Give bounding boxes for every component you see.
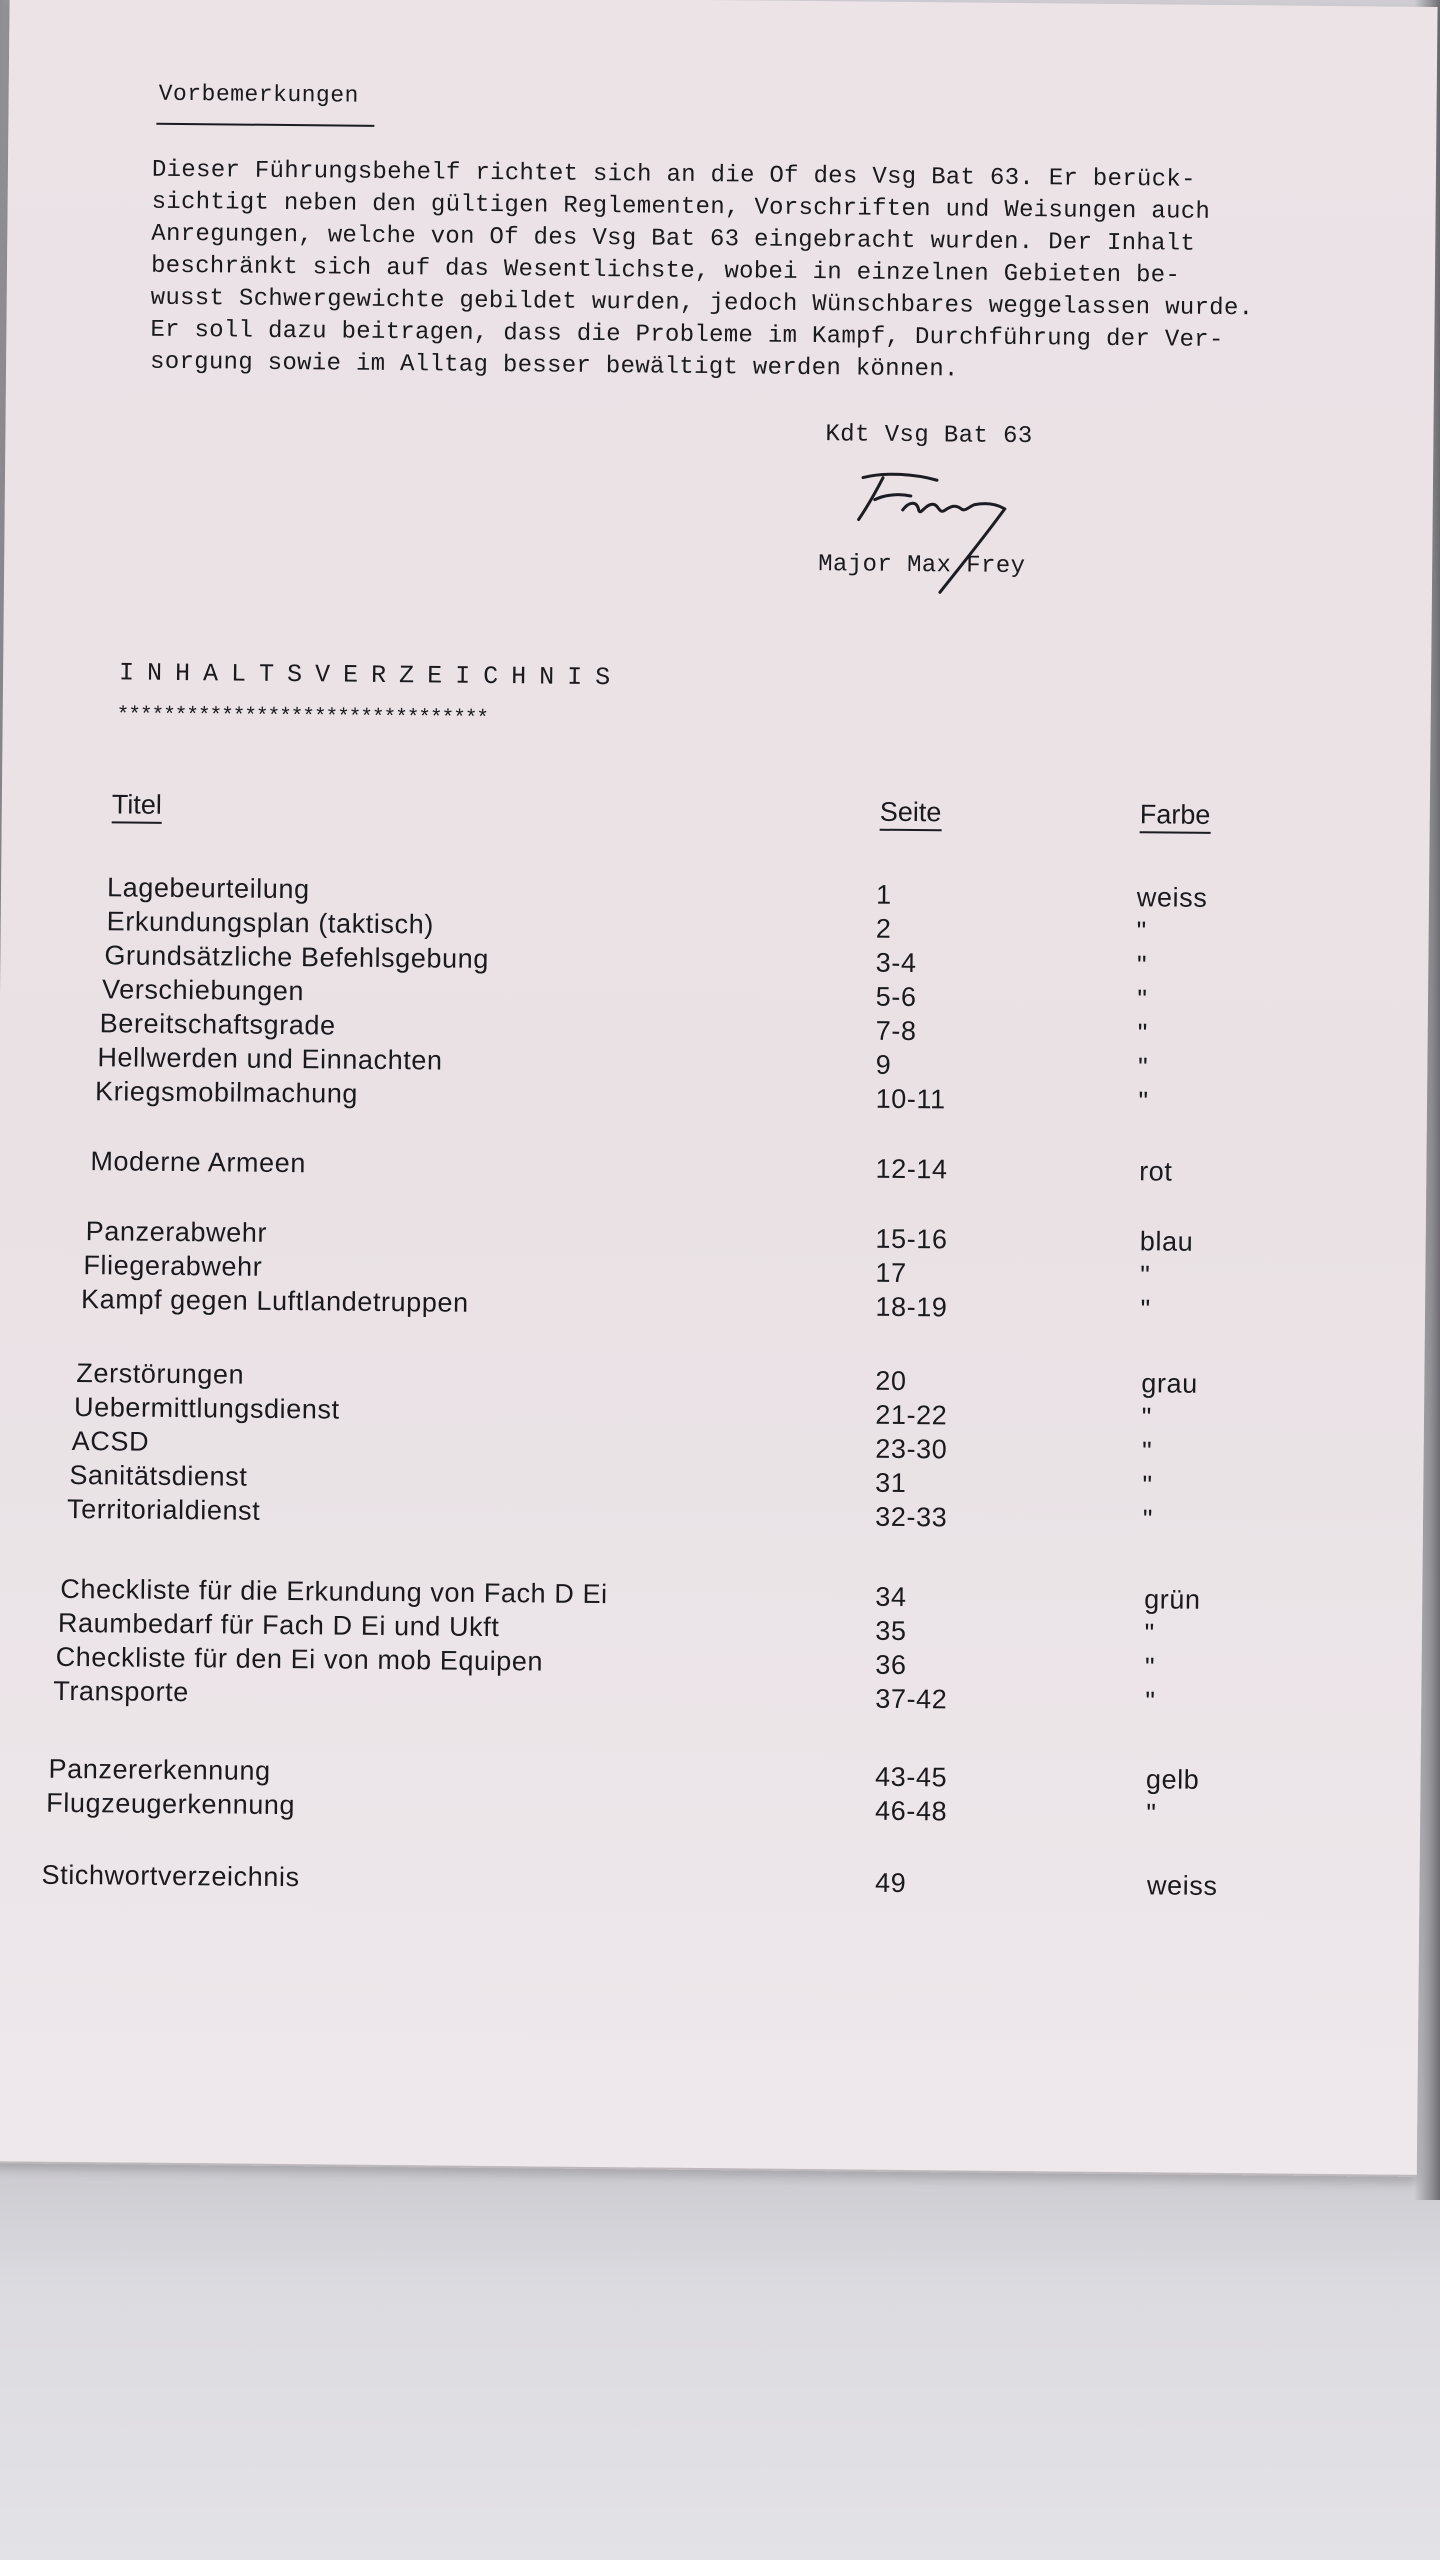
toc-entry-page: 46-48	[874, 1795, 948, 1827]
table-surface	[0, 2140, 1440, 2560]
toc-entry-color: gelb	[1145, 1764, 1200, 1795]
toc-entry-page: 17	[875, 1257, 907, 1288]
toc-entry-color: "	[1136, 916, 1147, 947]
toc-entry-color: "	[1140, 1260, 1151, 1291]
toc-entry-title: Checkliste für die Erkundung von Fach D Ei	[60, 1573, 608, 1610]
toc-entry-page: 23-30	[875, 1433, 948, 1465]
toc-entry-page: 43-45	[875, 1761, 948, 1793]
toc-entry-color: weiss	[1146, 1870, 1218, 1902]
toc-entry-color: weiss	[1136, 882, 1208, 913]
toc-entry-page: 12-14	[875, 1153, 948, 1185]
toc-entry-color: grau	[1141, 1368, 1198, 1399]
toc-entry-color: "	[1146, 1798, 1157, 1829]
toc-entry-color: "	[1145, 1686, 1156, 1717]
column-header-page: Seite	[880, 797, 942, 832]
toc-entry-title: Panzererkennung	[48, 1753, 271, 1786]
toc-entry-color: "	[1137, 1018, 1149, 1049]
toc-entry-title: ACSD	[71, 1425, 150, 1457]
column-header-color: Farbe	[1140, 799, 1211, 834]
toc-entry-title: Sanitätsdienst	[69, 1459, 248, 1492]
toc-entry-color: blau	[1139, 1226, 1194, 1257]
toc-entry-page: 36	[875, 1649, 907, 1681]
signer-title: Kdt Vsg Bat 63	[825, 421, 1033, 451]
toc-entry-page: 15-16	[875, 1223, 948, 1255]
toc-entry-color: "	[1141, 1402, 1153, 1433]
toc-entry-page: 5-6	[875, 981, 917, 1013]
toc-entry-title: Fliegerabwehr	[83, 1250, 263, 1282]
preface-line: sorgung sowie im Alltag besser bewältigt werden können.	[149, 348, 959, 384]
toc-entry-page: 2	[875, 913, 892, 944]
column-header-title: Titel	[112, 789, 162, 823]
toc-entry-page: 7-8	[875, 1015, 917, 1047]
toc-entry-title: Lagebeurteilung	[106, 872, 310, 905]
toc-entry-color: grün	[1144, 1584, 1201, 1615]
toc-entry-title: Panzerabwehr	[85, 1216, 268, 1248]
toc-entry-page: 20	[875, 1365, 907, 1396]
toc-entry-page: 31	[875, 1467, 907, 1499]
signer-name: Major Max Frey	[818, 551, 1026, 581]
toc-entry-page: 21-22	[875, 1399, 948, 1431]
toc-entry-page: 9	[875, 1049, 892, 1080]
toc-entry-title: Zerstörungen	[76, 1358, 245, 1390]
toc-entry-color: "	[1141, 1436, 1153, 1467]
toc-heading: INHALTSVERZEICHNIS	[118, 658, 624, 693]
toc-entry-title: Raumbedarf für Fach D Ei und Ukft	[57, 1607, 500, 1643]
toc-entry-color: "	[1142, 1504, 1154, 1535]
toc-entry-title: Stichwortverzeichnis	[41, 1859, 300, 1893]
toc-entry-page: 3-4	[875, 947, 917, 979]
toc-entry-color: "	[1140, 1294, 1151, 1325]
toc-entry-title: Verschiebungen	[101, 974, 305, 1007]
preface-heading: Vorbemerkungen	[158, 80, 360, 109]
toc-entry-title: Uebermittlungsdienst	[73, 1392, 340, 1425]
toc-entry-color: "	[1142, 1470, 1153, 1501]
toc-entry-page: 49	[874, 1867, 907, 1899]
toc-entry-page: 18-19	[875, 1291, 948, 1323]
toc-entry	[90, 1146, 1440, 1194]
toc-entry-color: "	[1137, 984, 1148, 1015]
toc-entry-title: Territorialdienst	[66, 1493, 261, 1526]
toc-entry-title: Hellwerden und Einnachten	[97, 1042, 443, 1076]
toc-entry-title: Bereitschaftsgrade	[99, 1008, 336, 1041]
toc-entry-page: 37-42	[875, 1683, 948, 1715]
toc-entry-color: "	[1144, 1652, 1156, 1683]
toc-entry-page: 1	[875, 879, 892, 910]
toc-entry-title: Flugzeugerkennung	[46, 1787, 296, 1821]
toc-star-rule: ********************************	[116, 704, 489, 731]
toc-entry-color: "	[1136, 950, 1148, 981]
toc-entry-title: Erkundungsplan (taktisch)	[106, 906, 435, 940]
toc-entry-title: Grundsätzliche Befehlsgebung	[104, 940, 490, 974]
toc-entry-page: 34	[875, 1581, 907, 1613]
toc-entry-title: Transporte	[53, 1675, 190, 1708]
toc-entry-color: "	[1144, 1618, 1155, 1649]
toc-entry-title: Moderne Armeen	[90, 1146, 307, 1179]
toc-entry-page: 32-33	[875, 1501, 948, 1533]
preface-line: wusst Schwergewichte gebildet wurden, jedoch Wünschbares weggelassen wurde.	[150, 284, 1254, 323]
preface-line: beschränkt sich auf das Wesentlichste, wobei in einzelnen Gebieten be-	[150, 252, 1181, 290]
preface-line: Anregungen, welche von Of des Vsg Bat 63 eingebracht wurden. Der Inhalt	[151, 220, 1196, 258]
toc-entry-title: Checkliste für den Ei von mob Equipen	[55, 1641, 544, 1677]
toc-entry	[41, 1860, 1440, 1908]
toc-entry-page: 35	[875, 1615, 907, 1647]
toc-entry-color: "	[1137, 1052, 1149, 1083]
preface-line: Er soll dazu beitragen, dass die Probleme im Kampf, Durchführung der Ver-	[150, 316, 1224, 354]
toc-entry-page: 10-11	[875, 1083, 946, 1115]
toc-entry-color: rot	[1139, 1156, 1173, 1187]
toc-entry-title: Kampf gegen Luftlandetruppen	[80, 1284, 469, 1318]
preface-line: sichtigt neben den gültigen Reglementen, Vorschriften und Weisungen auch	[151, 188, 1211, 226]
toc-entry-color: "	[1138, 1086, 1149, 1117]
preface-line: Dieser Führungsbehelf richtet sich an die Of des Vsg Bat 63. Er berück-	[151, 156, 1196, 194]
toc-entry-title: Kriegsmobilmachung	[94, 1076, 359, 1109]
